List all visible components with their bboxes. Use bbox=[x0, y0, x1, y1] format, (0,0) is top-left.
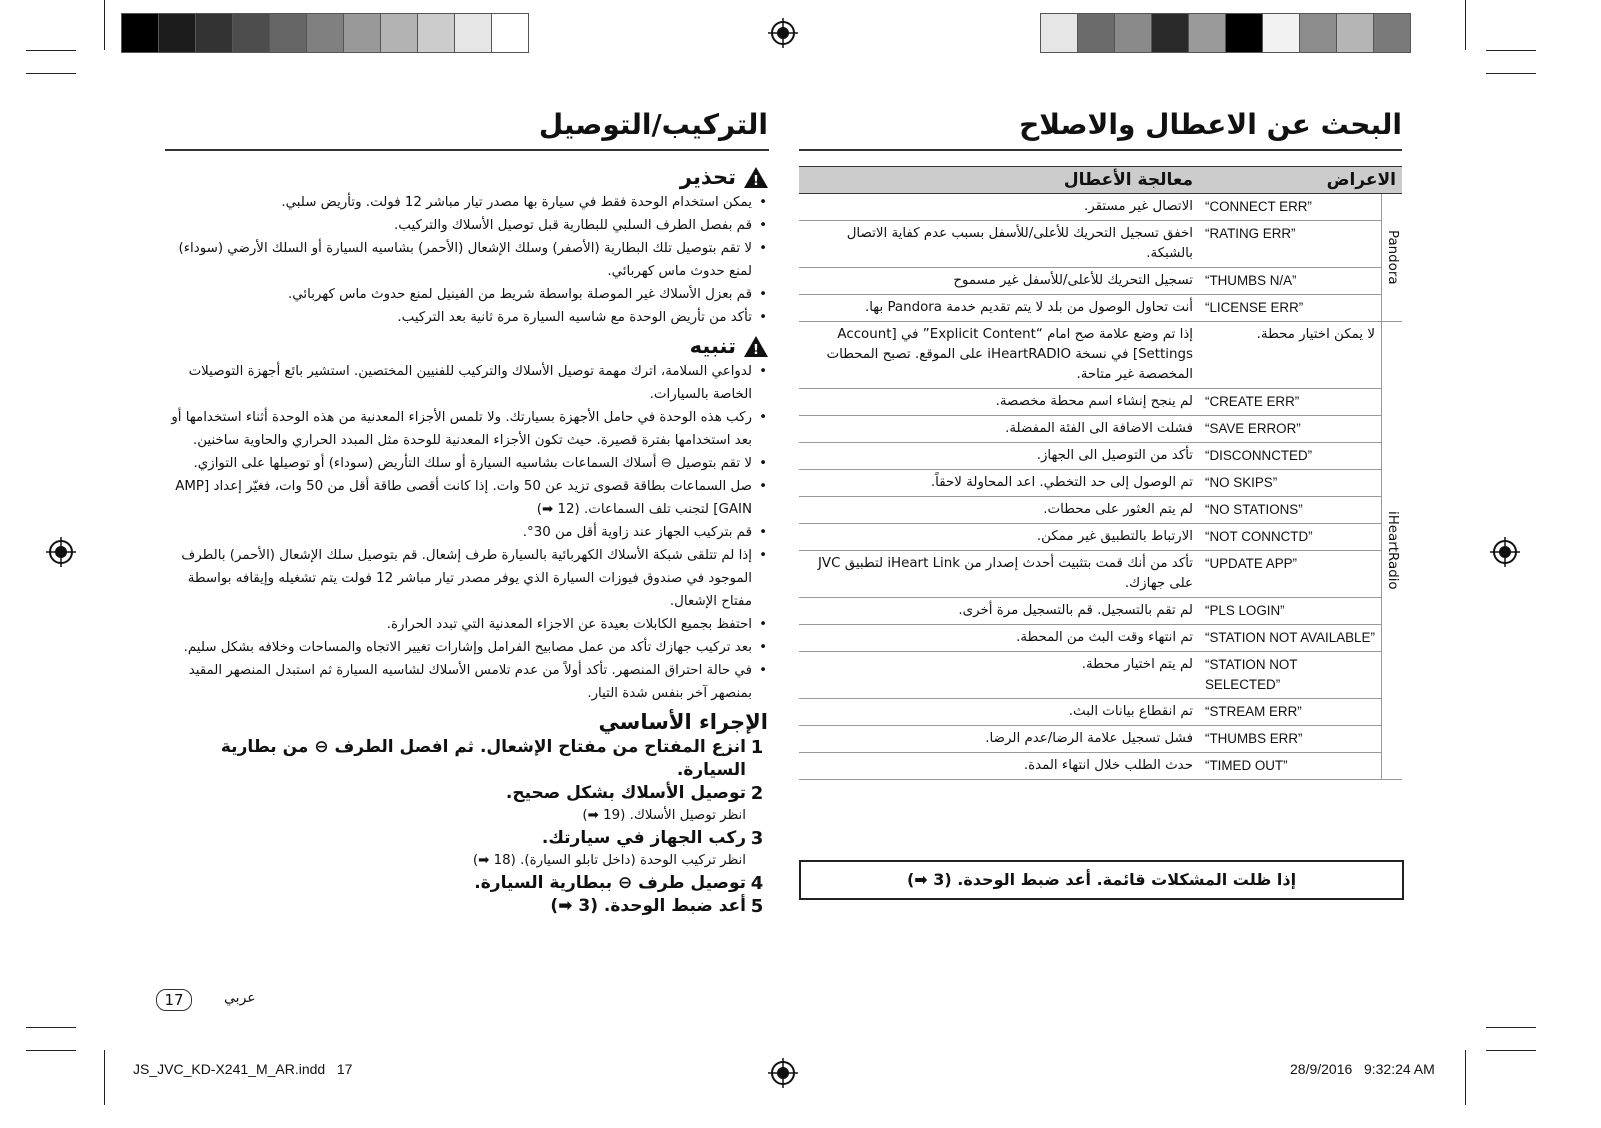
caution-list bbox=[168, 360, 768, 705]
color-swatch bbox=[1300, 14, 1337, 52]
procedure-step bbox=[168, 872, 768, 895]
note-box: إذا ظلت المشكلات قائمة. أعد ضبط الوحدة. (3 ➡) bbox=[799, 860, 1404, 900]
symptom-cell: “STREAM ERR” bbox=[1199, 699, 1382, 726]
caution-item: • لدواعي السلامة، اترك مهمة توصيل الأسلاك والتركيب للفنيين المختصين. استشير بائع أجهزة التوصيلات الخاصة بالسيارات. bbox=[168, 360, 752, 406]
step-number: 3 bbox=[750, 828, 764, 849]
symptom-cell: “THUMBS N/A” bbox=[1199, 268, 1382, 295]
step-text: ركب الجهاز في سيارتك. bbox=[541, 828, 746, 848]
remedy-cell: الاتصال غير مستقر. bbox=[799, 194, 1199, 221]
remedy-cell: لم ينجح إنشاء اسم محطة مخصصة. bbox=[799, 389, 1199, 416]
warning-heading: ! تحذير bbox=[168, 166, 768, 189]
color-swatch bbox=[455, 14, 492, 52]
remedy-cell: لم يتم العثور على محطات. bbox=[799, 497, 1199, 524]
remedy-cell: تسجيل التحريك للأعلى/للأسفل غير مسموح bbox=[799, 268, 1199, 295]
remedy-cell: فشل تسجيل علامة الرضا/عدم الرضا. bbox=[799, 726, 1199, 753]
remedy-cell: الارتباط بالتطبيق غير ممكن. bbox=[799, 524, 1199, 551]
color-swatch bbox=[122, 14, 159, 52]
table-row bbox=[799, 322, 1402, 389]
step-text: انزع المفتاح من مفتاح الإشعال. ثم افصل الطرف ⊖ من بطارية السيارة. bbox=[220, 737, 746, 780]
remedy-cell: تم انتهاء وقت البث من المحطة. bbox=[799, 625, 1199, 652]
step-text: توصيل الأسلاك بشكل صحيح. bbox=[505, 783, 746, 803]
step-text: أعد ضبط الوحدة. (3 ➡) bbox=[550, 896, 746, 916]
table-row bbox=[799, 699, 1402, 726]
title-rule-left bbox=[165, 149, 769, 151]
remedy-cell: لم يتم اختيار محطة. bbox=[799, 652, 1199, 699]
crop-mark bbox=[1486, 1050, 1536, 1051]
title-rule-right bbox=[799, 149, 1402, 151]
crop-mark bbox=[26, 73, 76, 74]
file-slug: JS_JVC_KD-X241_M_AR.indd 17 bbox=[133, 1061, 353, 1077]
symptom-cell: “NOT CONNCTD” bbox=[1199, 524, 1382, 551]
step-body bbox=[474, 872, 746, 895]
step-text: توصيل طرف ⊖ ببطارية السيارة. bbox=[474, 873, 746, 893]
remedy-cell: فشلت الاضافة الى الفئة المفضلة. bbox=[799, 416, 1199, 443]
color-swatch bbox=[233, 14, 270, 52]
color-swatch bbox=[1337, 14, 1374, 52]
remedy-cell: أنت تحاول الوصول من بلد لا يتم تقديم خدمة Pandora بها. bbox=[799, 295, 1199, 322]
table-row bbox=[799, 753, 1402, 780]
table-row bbox=[799, 416, 1402, 443]
crop-mark bbox=[1486, 50, 1536, 51]
step-number: 4 bbox=[750, 873, 764, 894]
basic-procedure-heading: الإجراء الأساسي bbox=[598, 710, 768, 734]
table-row bbox=[799, 443, 1402, 470]
warning-item: • يمكن استخدام الوحدة فقط في سيارة بها مصدر تيار مباشر 12 فولت. وتأريض سلبي. bbox=[168, 191, 752, 214]
group-label: iHeartRadio bbox=[1382, 322, 1403, 780]
color-swatch bbox=[418, 14, 455, 52]
color-swatch bbox=[1374, 14, 1410, 52]
table-row bbox=[799, 625, 1402, 652]
procedure-step bbox=[168, 827, 768, 872]
step-reference: انظر توصيل الأسلاك. (19 ➡) bbox=[582, 808, 746, 823]
warning-item: • قم بعزل الأسلاك غير الموصلة بواسطة شريط من الفينيل لمنع حدوث ماس كهربائي. bbox=[168, 283, 752, 306]
step-body bbox=[550, 895, 746, 918]
remedy-cell: إذا تم وضع علامة صح امام “Explicit Content” في [Account Settings] في نسخة iHeartRADIO على الموقع. تصبح المحطات المخصصة غير متاحة. bbox=[799, 322, 1199, 389]
step-body bbox=[473, 827, 746, 872]
symptom-cell: “STATION NOT AVAILABLE” bbox=[1199, 625, 1382, 652]
table-row bbox=[799, 497, 1402, 524]
color-swatch bbox=[1189, 14, 1226, 52]
registration-mark-icon bbox=[46, 537, 76, 567]
color-swatch bbox=[344, 14, 381, 52]
crop-mark bbox=[1465, 0, 1466, 50]
registration-mark-icon bbox=[768, 1058, 798, 1088]
table-row bbox=[799, 194, 1402, 221]
crop-mark bbox=[1465, 1050, 1466, 1105]
timestamp-slug: 28/9/2016 9:32:24 AM bbox=[1290, 1061, 1435, 1077]
table-row bbox=[799, 389, 1402, 416]
step-number: 2 bbox=[750, 783, 764, 804]
symptom-cell: “UPDATE APP” bbox=[1199, 551, 1382, 598]
symptom-header: الاعراض bbox=[1199, 167, 1402, 194]
procedure-steps bbox=[168, 736, 768, 918]
symptom-cell: “TIMED OUT” bbox=[1199, 753, 1382, 780]
color-swatch bbox=[1263, 14, 1300, 52]
procedure-step bbox=[168, 895, 768, 918]
caution-item: • قم بتركيب الجهاز عند زاوية أقل من 30°. bbox=[168, 521, 752, 544]
remedy-cell: تم الوصول إلى حد التخطي. اعد المحاولة لاحقاً. bbox=[799, 470, 1199, 497]
crop-mark bbox=[26, 1050, 76, 1051]
table-row bbox=[799, 470, 1402, 497]
remedy-cell: تأكد من التوصيل الى الجهاز. bbox=[799, 443, 1199, 470]
page-number: 17 bbox=[156, 989, 192, 1011]
registration-mark-icon bbox=[1490, 537, 1520, 567]
symptom-cell: “CREATE ERR” bbox=[1199, 389, 1382, 416]
remedy-cell: تأكد من أنك قمت بتثبيت أحدث إصدار من iHeart Link لتطبيق JVC على جهازك. bbox=[799, 551, 1199, 598]
symptom-cell: “STATION NOT SELECTED” bbox=[1199, 652, 1382, 699]
warning-item: • لا تقم بتوصيل تلك البطارية (الأصفر) وسلك الإشعال (الأحمر) بشاسيه السيارة أو السلك الأرضي (سوداء) لمنع حدوث ماس كهربائي. bbox=[168, 237, 752, 283]
table-row bbox=[799, 726, 1402, 753]
symptom-cell: “LICENSE ERR” bbox=[1199, 295, 1382, 322]
warning-item: • قم بفصل الطرف السلبي للبطارية قبل توصيل الأسلاك والتركيب. bbox=[168, 214, 752, 237]
table-row bbox=[799, 598, 1402, 625]
table-row bbox=[799, 221, 1402, 268]
step-number: 1 bbox=[750, 737, 764, 758]
symptom-cell: “RATING ERR” bbox=[1199, 221, 1382, 268]
step-body bbox=[168, 736, 746, 782]
crop-mark bbox=[104, 0, 105, 50]
table-row bbox=[799, 524, 1402, 551]
procedure-step bbox=[168, 782, 768, 827]
step-number: 5 bbox=[750, 896, 764, 917]
color-swatch bbox=[270, 14, 307, 52]
color-swatch bbox=[381, 14, 418, 52]
crop-mark bbox=[1486, 73, 1536, 74]
symptom-cell: “DISCONNCTED” bbox=[1199, 443, 1382, 470]
color-swatch bbox=[159, 14, 196, 52]
troubleshooting-table bbox=[799, 166, 1402, 780]
color-swatch bbox=[1078, 14, 1115, 52]
remedy-cell: اخفق تسجيل التحريك للأعلى/للأسفل بسبب عدم كفاية الاتصال بالشبكة. bbox=[799, 221, 1199, 268]
caution-item: • لا تقم بتوصيل ⊖ أسلاك السماعات بشاسيه السيارة أو سلك التأريض (سوداء) أو توصيلها على التوازي. bbox=[168, 452, 752, 475]
caution-item: • ركب هذه الوحدة في حامل الأجهزة بسيارتك. ولا تلمس الأجزاء المعدنية من هذه الوحدة أثناء استخدامها أو بعد استخدامها بفترة قصيرة. حيث تكون الأجزاء المعدنية للوحدة مثل المبدد الحراري والحاوية ساخنين. bbox=[168, 406, 752, 452]
remedy-cell: لم تقم بالتسجيل. قم بالتسجيل مرة أخرى. bbox=[799, 598, 1199, 625]
procedure-step bbox=[168, 736, 768, 782]
symptom-cell: “NO SKIPS” bbox=[1199, 470, 1382, 497]
caution-item: • إذا لم تتلقى شبكة الأسلاك الكهربائية بالسيارة طرف إشعال. قم بتوصيل سلك الإشعال (الأحمر) بالطرف الموجود في صندوق فيوزات السيارة الذي يوفر مصدر تيار مباشر 12 فولت يتم تشغيله وإيقافه بواسطة مفتاح الإشعال. bbox=[168, 544, 752, 613]
color-swatch bbox=[1115, 14, 1152, 52]
symptom-cell: لا يمكن اختيار محطة. bbox=[1199, 322, 1382, 389]
color-bar-left bbox=[121, 13, 529, 53]
page-title-left: التركيب/التوصيل bbox=[538, 108, 768, 141]
color-swatch bbox=[492, 14, 528, 52]
remedy-header: معالجة الأعطال bbox=[799, 167, 1199, 194]
color-swatch bbox=[196, 14, 233, 52]
caution-item: • احتفظ بجميع الكابلات بعيدة عن الاجزاء المعدنية التي تبدد الحرارة. bbox=[168, 613, 752, 636]
color-swatch bbox=[307, 14, 344, 52]
table-row bbox=[799, 652, 1402, 699]
symptom-cell: “THUMBS ERR” bbox=[1199, 726, 1382, 753]
remedy-cell: حدث الطلب خلال انتهاء المدة. bbox=[799, 753, 1199, 780]
symptom-cell: “SAVE ERROR” bbox=[1199, 416, 1382, 443]
warning-item: • تأكد من تأريض الوحدة مع شاسيه السيارة مرة ثانية بعد التركيب. bbox=[168, 306, 752, 329]
color-swatch bbox=[1152, 14, 1189, 52]
crop-mark bbox=[104, 1050, 105, 1105]
table-row bbox=[799, 551, 1402, 598]
page-title-right: البحث عن الاعطال والاصلاح bbox=[1019, 108, 1402, 141]
crop-mark bbox=[1486, 1027, 1536, 1028]
crop-mark bbox=[26, 50, 76, 51]
color-swatch bbox=[1226, 14, 1263, 52]
color-bar-right bbox=[1040, 13, 1411, 53]
left-column bbox=[168, 160, 768, 918]
table-row bbox=[799, 295, 1402, 322]
caution-heading: ! تنبيه bbox=[168, 335, 768, 358]
remedy-cell: تم انقطاع بيانات البث. bbox=[799, 699, 1199, 726]
caution-item: • في حالة احتراق المنصهر. تأكد أولاً من عدم تلامس الأسلاك لشاسيه السيارة ثم استبدل المنصهر المقيد بمنصهر آخر بنفس شدة التيار. bbox=[168, 659, 752, 705]
symptom-cell: “NO STATIONS” bbox=[1199, 497, 1382, 524]
warning-list bbox=[168, 191, 768, 329]
crop-mark bbox=[26, 1027, 76, 1028]
language-label: عربي bbox=[224, 990, 256, 1006]
caution-item: • صل السماعات بطاقة قصوى تزيد عن 50 وات. إذا كانت أقصى طاقة أقل من 50 وات، فغيّر إعداد [AMP GAIN] لتجنب تلف السماعات. (12 ➡) bbox=[168, 475, 752, 521]
color-swatch bbox=[1041, 14, 1078, 52]
warning-icon bbox=[744, 167, 768, 188]
group-label: Pandora bbox=[1382, 194, 1403, 322]
symptom-cell: “CONNECT ERR” bbox=[1199, 194, 1382, 221]
table-row bbox=[799, 268, 1402, 295]
step-body bbox=[506, 782, 746, 827]
caution-item: • بعد تركيب جهازك تأكد من عمل مصابيح الفرامل وإشارات تغيير الاتجاه والمساحات وخلافه بشكل سليم. bbox=[168, 636, 752, 659]
registration-mark-icon bbox=[768, 18, 798, 48]
caution-icon bbox=[744, 336, 768, 357]
symptom-cell: “PLS LOGIN” bbox=[1199, 598, 1382, 625]
step-reference: انظر تركيب الوحدة (داخل تابلو السيارة). (18 ➡) bbox=[472, 853, 746, 868]
